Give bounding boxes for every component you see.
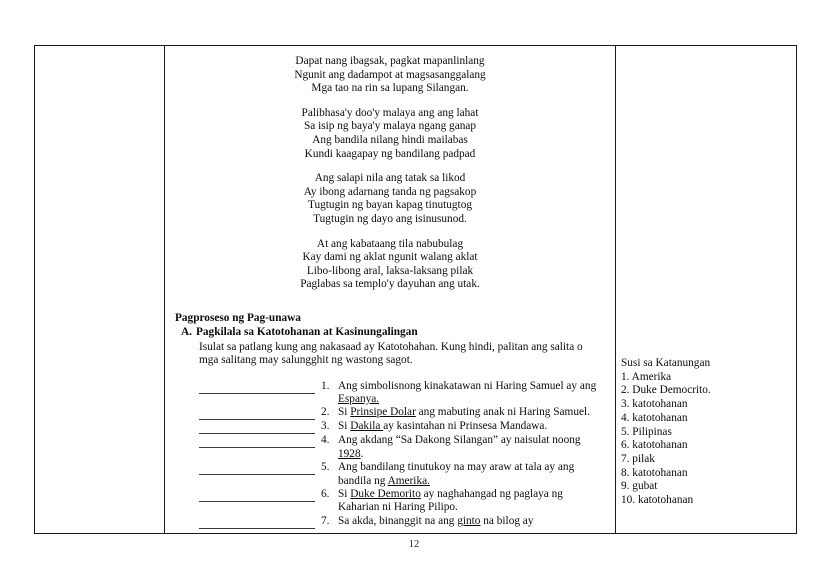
- answer-blank-input[interactable]: [199, 421, 315, 434]
- poem-line: Ang salapi nila ang tatak sa likod: [314, 172, 466, 185]
- answer-key-cell: [616, 46, 797, 534]
- question-text-fragment: Si: [338, 487, 351, 500]
- question-number: 6.: [321, 487, 330, 500]
- question-text-fragment: ay kasintahan ni Prinsesa Mandawa.: [383, 420, 548, 433]
- main-content-cell: [165, 46, 616, 534]
- table-row: [35, 46, 797, 534]
- question-text-fragment: ay naghahangad ng paglaya ng Kaharian ni Haring Pilipo.: [338, 487, 563, 514]
- question-text: [338, 420, 609, 433]
- question-text: [338, 488, 609, 515]
- poem-line: Paglabas sa templo'y dayuhan ang utak.: [300, 278, 480, 291]
- main-content-inner: [165, 46, 615, 533]
- activity-block: [171, 312, 609, 368]
- question-text: [338, 515, 609, 528]
- answer-blank-input[interactable]: [199, 462, 315, 475]
- left-margin-cell: [35, 46, 165, 534]
- poem-line: Ngunit ang dadampot at magsasanggalang: [294, 68, 486, 81]
- answer-key-item: 7. pilak: [621, 452, 655, 465]
- answer-blank-input[interactable]: [199, 381, 315, 394]
- question-text-fragment: Ang simbolisnong kinakatawan ni Haring Samuel ay ang: [338, 379, 597, 392]
- answer-key-item: 4. katotohanan: [621, 411, 688, 424]
- worksheet-table: [34, 45, 797, 534]
- poem-body: [171, 51, 609, 292]
- question-text-fragment: ang mabuting anak ni Haring Samuel.: [415, 406, 590, 419]
- answer-key-item: 1. Amerika: [621, 370, 672, 383]
- underlined-term: ginto: [457, 514, 481, 527]
- poem-line: Ang bandila nilang hindi mailabas: [312, 133, 468, 146]
- question-row: [171, 406, 609, 420]
- question-number: 3.: [321, 420, 330, 433]
- question-text-fragment: Si: [338, 420, 351, 433]
- poem-stanza: [171, 172, 609, 226]
- question-text-fragment: na bilog ay: [480, 514, 534, 527]
- question-text-fragment: Si: [338, 406, 351, 419]
- underlined-term: Prinsipe Dolar: [350, 406, 416, 419]
- poem-line: At ang kabataang tila nabubulag: [316, 237, 464, 250]
- activity-section-title: Pagkilala sa Katotohanan at Kasinungalingan: [196, 326, 418, 339]
- question-text: [338, 461, 609, 488]
- question-row: [171, 515, 609, 529]
- answer-key-item: 5. Pilipinas: [621, 425, 672, 438]
- question-row: [171, 488, 609, 515]
- answer-key-item: 9. gubat: [621, 480, 658, 493]
- page-number: 12: [408, 539, 420, 550]
- underlined-term: Amerika.: [387, 474, 430, 487]
- question-row: [171, 434, 609, 461]
- answer-blank-input[interactable]: [199, 516, 315, 529]
- poem-stanza: [171, 238, 609, 292]
- poem-line: Dapat nang ibagsak, pagkat mapanlinlang: [295, 55, 485, 67]
- answer-key-item: 10. katotohanan: [621, 494, 694, 507]
- underlined-term: Duke Demorito: [350, 487, 421, 500]
- answer-key-block: [616, 46, 796, 508]
- answer-blank-input[interactable]: [199, 435, 315, 448]
- poem-stanza: [171, 107, 609, 161]
- question-row: [171, 380, 609, 407]
- poem-line: Sa isip ng baya'y malaya ngang ganap: [303, 120, 477, 133]
- underlined-term: Espanya.: [338, 392, 380, 405]
- question-text-fragment: Sa akda, binanggit na ang: [338, 514, 458, 527]
- question-text-fragment: Ang akdang “Sa Dakong Silangan” ay naisulat noong: [338, 434, 581, 447]
- question-number: 7.: [321, 514, 330, 527]
- poem-line: Tugtugin ng bayan kapag tinutugtog: [307, 199, 472, 212]
- poem-line: Ay ibong adarnang tanda ng pagsakop: [303, 185, 477, 198]
- answer-key-item: 2. Duke Democrito.: [621, 384, 711, 397]
- answer-key-item: 8. katotohanan: [621, 466, 688, 479]
- answer-key-title: Susi sa Katanungan: [621, 357, 711, 369]
- activity-instructions: Isulat sa patlang kung ang nakasaad ay Katotohahan. Kung hindi, palitan ang salita o mga salitang may salungghit ng wastong sagot.: [199, 340, 583, 367]
- answer-key-item: 3. katotohanan: [621, 398, 688, 411]
- question-row: [171, 461, 609, 488]
- poem-line: Kundi kaagapay ng bandilang padpad: [304, 147, 476, 160]
- activity-title: Pagproseso ng Pag-unawa: [175, 311, 301, 324]
- underlined-term: 1928: [338, 447, 361, 460]
- question-text: [338, 406, 609, 419]
- question-text: [338, 380, 609, 407]
- poem-line: Libo-libong aral, laksa-laksang pilak: [306, 264, 474, 277]
- activity-section-heading: [181, 326, 609, 339]
- poem-line: Palibhasa'y doo'y malaya ang ang lahat: [301, 106, 479, 119]
- poem-line: Mga tao na rin sa lupang Silangan.: [311, 82, 469, 95]
- question-number: 2.: [321, 406, 330, 419]
- question-text-fragment: .: [360, 447, 364, 460]
- question-number: 5.: [321, 461, 330, 474]
- underlined-term: Dakila: [350, 420, 384, 433]
- answer-blank-input[interactable]: [199, 407, 315, 420]
- left-margin-content: [35, 46, 164, 55]
- answer-key-item: 6. katotohanan: [621, 439, 688, 452]
- question-text: [338, 434, 609, 461]
- question-text-fragment: Ang bandilang tinutukoy na may araw at tala ay ang bandila ng: [338, 461, 575, 487]
- answer-blank-input[interactable]: [199, 489, 315, 502]
- answer-key-items: [621, 371, 796, 508]
- poem-line: Kay dami ng aklat ngunit walang aklat: [302, 251, 478, 264]
- poem-stanza: [171, 55, 609, 96]
- question-number: 4.: [321, 434, 330, 447]
- poem-line: Tugtugin ng dayo ang isinusunod.: [313, 212, 467, 225]
- question-number: 1.: [321, 379, 330, 392]
- question-list: [171, 380, 609, 529]
- activity-section-letter: A.: [181, 326, 192, 339]
- question-row: [171, 420, 609, 434]
